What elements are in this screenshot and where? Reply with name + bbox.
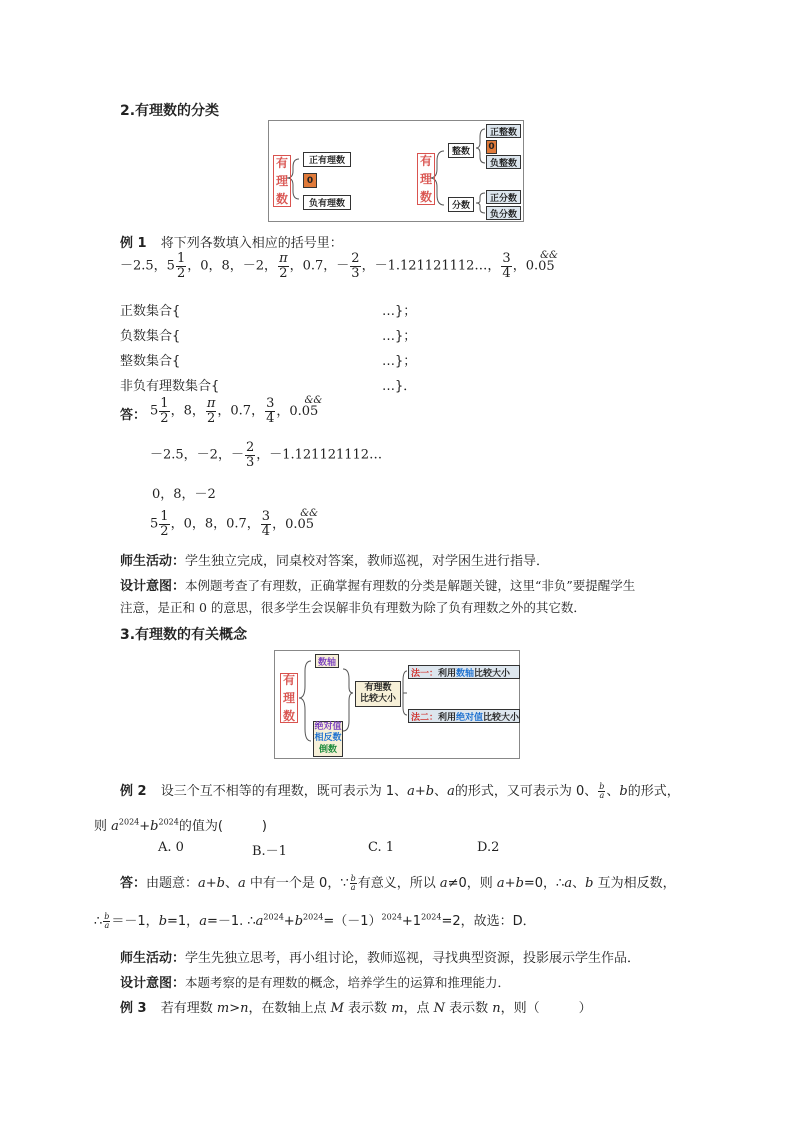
positive-rational-box: 正有理数 bbox=[303, 152, 351, 167]
classification-diagram bbox=[268, 120, 524, 222]
design1-line1: 设计意图：本例题考查了有理数，正确掌握有理数的分类是解题关键，这里“非负”要提醒学生 bbox=[120, 578, 636, 594]
example1-numbers: －2.5，5 $\frac{1}{2}$ ，0，8，－2， $\frac{\pi}{2}$ ，0.7，－ $\frac{2}{3}$ ，－1.121121112…， $\frac{3}{4}$ ，0.05 && bbox=[120, 249, 558, 281]
number-line-box: 数轴 bbox=[315, 654, 339, 668]
compare-box: 有理数 比较大小 bbox=[355, 681, 401, 707]
negative-fraction-box: 负分数 bbox=[486, 206, 521, 220]
zero-box-2: 0 bbox=[486, 140, 497, 154]
answer-integer: 0，8，－2 bbox=[152, 487, 216, 502]
concept-diagram bbox=[274, 650, 520, 759]
example2-answer2: ∴ $\frac{b}{a}$ ＝－1，b=1，a=－1. $\therefore a^{2024}+b^{2024}=(-1)^{2024}+1^{2024}=2$，故选：D． bbox=[94, 911, 536, 930]
example2-answer1: 答：由题意：a+b、a 中有一个是 0，∵ $\frac{b}{a}$ 有意义，所以 a≠0，则 a+b=0，∴a、b 互为相反数， bbox=[120, 873, 676, 892]
answer-label: 答： bbox=[120, 408, 147, 423]
answer-positive: 5 $\frac{1}{2}$ ，8， $\frac{\pi}{2}$ ，0.7， $\frac{3}{4}$ ，0.05 && bbox=[150, 394, 323, 426]
example2-line2: 则 $a^{2024}+b^{2024}$的值为( ) bbox=[94, 817, 268, 834]
set-integer: 整数集合{ …}； bbox=[120, 354, 417, 369]
fraction-box: 分数 bbox=[448, 197, 474, 212]
design1-line2: 注意，是正和 0 的意思，很多学生会误解非负有理数为除了负有理数之外的其它数． bbox=[120, 600, 586, 615]
design2: 设计意图：本题考察的是有理数的概念，培养学生的运算和推理能力． bbox=[120, 975, 511, 991]
negative-integer-box: 负整数 bbox=[486, 155, 521, 169]
set-positive: 正数集合{ …}； bbox=[120, 304, 417, 319]
zero-box: 0 bbox=[303, 173, 317, 188]
example2-line1: 例 2 设三个互不相等的有理数，既可表示为 1、a+b、a的形式，又可表示为 0、 $\frac{b}{a}$ 、b的形式， bbox=[120, 781, 680, 800]
concept-root: 有 理 数 bbox=[280, 673, 298, 723]
positive-fraction-box: 正分数 bbox=[486, 190, 521, 204]
method-one: 法一： 利用 数轴 比较大小 bbox=[408, 665, 520, 679]
option-d: D.2 bbox=[477, 840, 500, 855]
option-b: B.－1 bbox=[252, 844, 287, 859]
example1-heading: 例 1 将下列各数填入相应的括号里： bbox=[120, 236, 343, 251]
activity2: 师生活动：学生先独立思考，再小组讨论，教师巡视，寻找典型资源，投影展示学生作品． bbox=[120, 951, 641, 966]
integer-box: 整数 bbox=[448, 143, 474, 158]
example3: 例 3 若有理数 m>n，在数轴上点 M 表示数 m，点 N 表示数 n，则（ ） bbox=[120, 1001, 592, 1016]
positive-integer-box: 正整数 bbox=[486, 124, 521, 138]
activity1: 师生活动：学生独立完成，同桌校对答案，教师巡视，对学困生进行指导． bbox=[120, 554, 550, 569]
concept-list-box: 绝对值 相反数 倒数 bbox=[313, 721, 343, 757]
rational-number-root: 有 理 数 bbox=[273, 155, 291, 207]
set-nonnegative: 非负有理数集合{ …}． bbox=[120, 379, 417, 394]
section-title-3: 3.有理数的有关概念 bbox=[120, 627, 248, 643]
method-two: 法二： 利用 绝对值 比较大小 bbox=[408, 709, 520, 723]
section-title: 2.有理数的分类 bbox=[120, 103, 220, 119]
negative-rational-box: 负有理数 bbox=[303, 195, 351, 210]
answer-nonnegative: 5 $\frac{1}{2}$ ，0，8，0.7， $\frac{3}{4}$ ，0.05 && bbox=[150, 507, 319, 539]
rational-number-root-2: 有 理 数 bbox=[417, 153, 435, 205]
answer-negative: －2.5，－2，－ $\frac{2}{3}$ ，－1.121121112… bbox=[150, 440, 383, 470]
option-a: A. 0 bbox=[158, 840, 184, 855]
set-negative: 负数集合{ …}； bbox=[120, 329, 417, 344]
option-c: C. 1 bbox=[368, 840, 395, 855]
